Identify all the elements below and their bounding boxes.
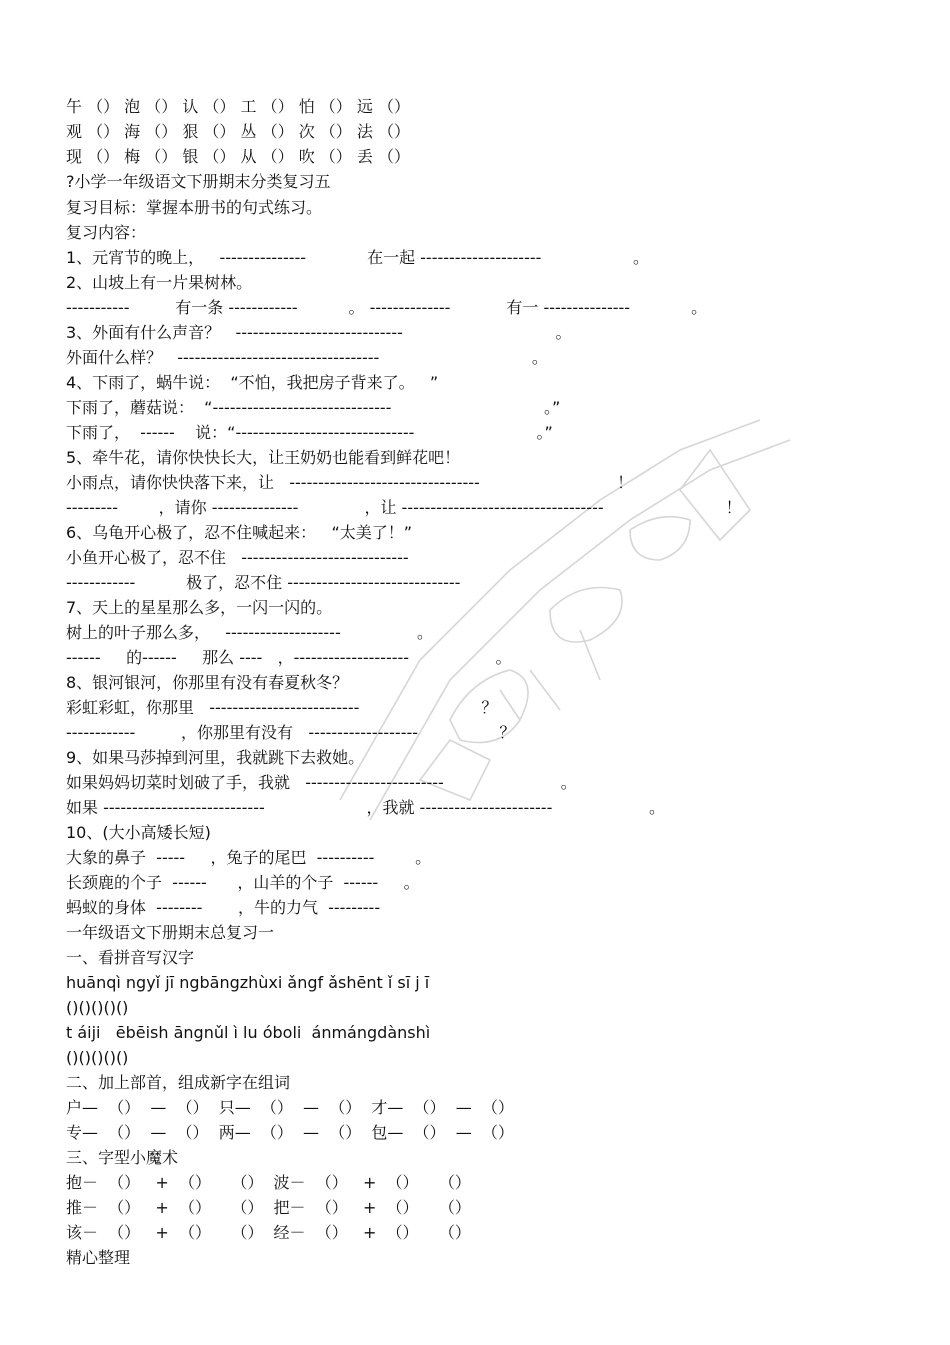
exercise-line-11: --------- ，请你 --------------- ，让 ----------------------------------- ！ [66,498,742,517]
section-title-review-1: 一年级语文下册期末总复习一 [66,923,275,942]
exercise-line-14: ------------ 极了，忍不住 ------------------------------ [66,573,461,592]
exercise-line-26: 长颈鹿的个子 ------ ，山羊的个子 ------ 。 [66,873,420,892]
heading-char-magic: 三、字型小魔术 [66,1148,179,1167]
text-line-5: 复习目标：掌握本册书的句式练习。 [66,198,323,217]
footer-note: 精心整理 [66,1248,131,1267]
blank-line-2: ()()()()() [66,1048,129,1067]
text-line-6: 复习内容： [66,223,147,242]
exercise-line-15: 7、天上的星星那么多，一闪一闪的。 [66,598,333,617]
exercise-line-24: 10、(大小高矮长短) [66,823,211,842]
exercise-line-8: 下雨了， ------ 说：“------------------------------- 。” [66,423,553,442]
pinyin-line-1: huānqì ngyǐ jī ngbāngzhùxi ǎngf ǎshēnt ǐ sī j ī [66,973,430,992]
exercise-line-17: ------ 的------ 那么 ---- ，-------------------- 。 [66,648,512,667]
exercise-line-18: 8、银河银河，你那里有没有春夏秋冬？ [66,673,349,692]
exercise-line-27: 蚂蚁的身体 -------- ，牛的力气 --------- [66,898,381,917]
exercise-line-22: 如果妈妈切菜时划破了手，我就 ------------------------ 。 [66,773,577,792]
exercise-line-7: 下雨了，蘑菇说： “------------------------------- 。” [66,398,561,417]
exercise-line-13: 小鱼开心极了，忍不住 ----------------------------- [66,548,409,567]
text-line-2: 观 （） 海 （） 狠 （） 丛 （） 次 （） 法 （） [66,122,410,141]
exercise-line-5: 外面什么样？ ----------------------------------- 。 [66,348,548,367]
exercise-line-25: 大象的鼻子 ----- ，兔子的尾巴 ---------- 。 [66,848,432,867]
pinyin-line-2: t áiji ēbēish āngnǔl ì lu óboli ánmángdànshì [66,1023,431,1042]
exercise-line-16: 树上的叶子那么多， -------------------- 。 [66,623,434,642]
exercise-line-20: ------------ ，你那里有没有 ------------------- ？ [66,723,516,742]
exercise-line-4: 3、外面有什么声音？ ----------------------------- 。 [66,323,572,342]
char-magic-line-2: 推－ （） + （） （） 把－ （） + （） （） [66,1198,471,1217]
heading-radicals: 二、加上部首，组成新字在组词 [66,1073,291,1092]
exercise-line-21: 9、如果马莎掉到河里，我就跳下去救她。 [66,748,365,767]
exercise-line-9: 5、牵牛花，请你快快长大，让王奶奶也能看到鲜花吧！ [66,448,461,467]
exercise-line-3: ----------- 有一条 ------------ 。 -------------- 有一 --------------- 。 [66,298,708,317]
exercise-line-10: 小雨点，请你快快落下来，让 --------------------------------- ！ [66,473,634,492]
text-line-3: 现 （） 梅 （） 银 （） 从 （） 吹 （） 丢 （） [66,147,410,166]
exercise-line-19: 彩虹彩虹，你那里 -------------------------- ？ [66,698,498,717]
exercise-line-23: 如果 ---------------------------- ，我就 ----------------------- 。 [66,798,665,817]
text-line-1: 午 （） 泡 （） 认 （） 工 （） 怕 （） 远 （） [66,97,410,116]
char-magic-line-3: 该－ （） + （） （） 经－ （） + （） （） [66,1223,471,1242]
heading-pinyin: 一、看拼音写汉字 [66,948,195,967]
exercise-line-2: 2、山坡上有一片果树林。 [66,273,253,292]
blank-line-1: ()()()()() [66,998,129,1017]
radicals-line-2: 专— （） — （） 两— （） — （） 包— （） — （） [66,1123,514,1142]
radicals-line-1: 户— （） — （） 只— （） — （） 才— （） — （） [66,1098,514,1117]
exercise-line-1: 1、元宵节的晚上， --------------- 在一起 --------------------- 。 [66,248,649,267]
section-title-review-5: ?小学一年级语文下册期末分类复习五 [66,172,331,191]
char-magic-line-1: 抱－ （） + （） （） 波－ （） + （） （） [66,1173,471,1192]
exercise-line-12: 6、乌龟开心极了，忍不住喊起来： “太美了！” [66,523,413,542]
exercise-line-6: 4、下雨了，蜗牛说： “不怕，我把房子背来了。 ” [66,373,439,392]
